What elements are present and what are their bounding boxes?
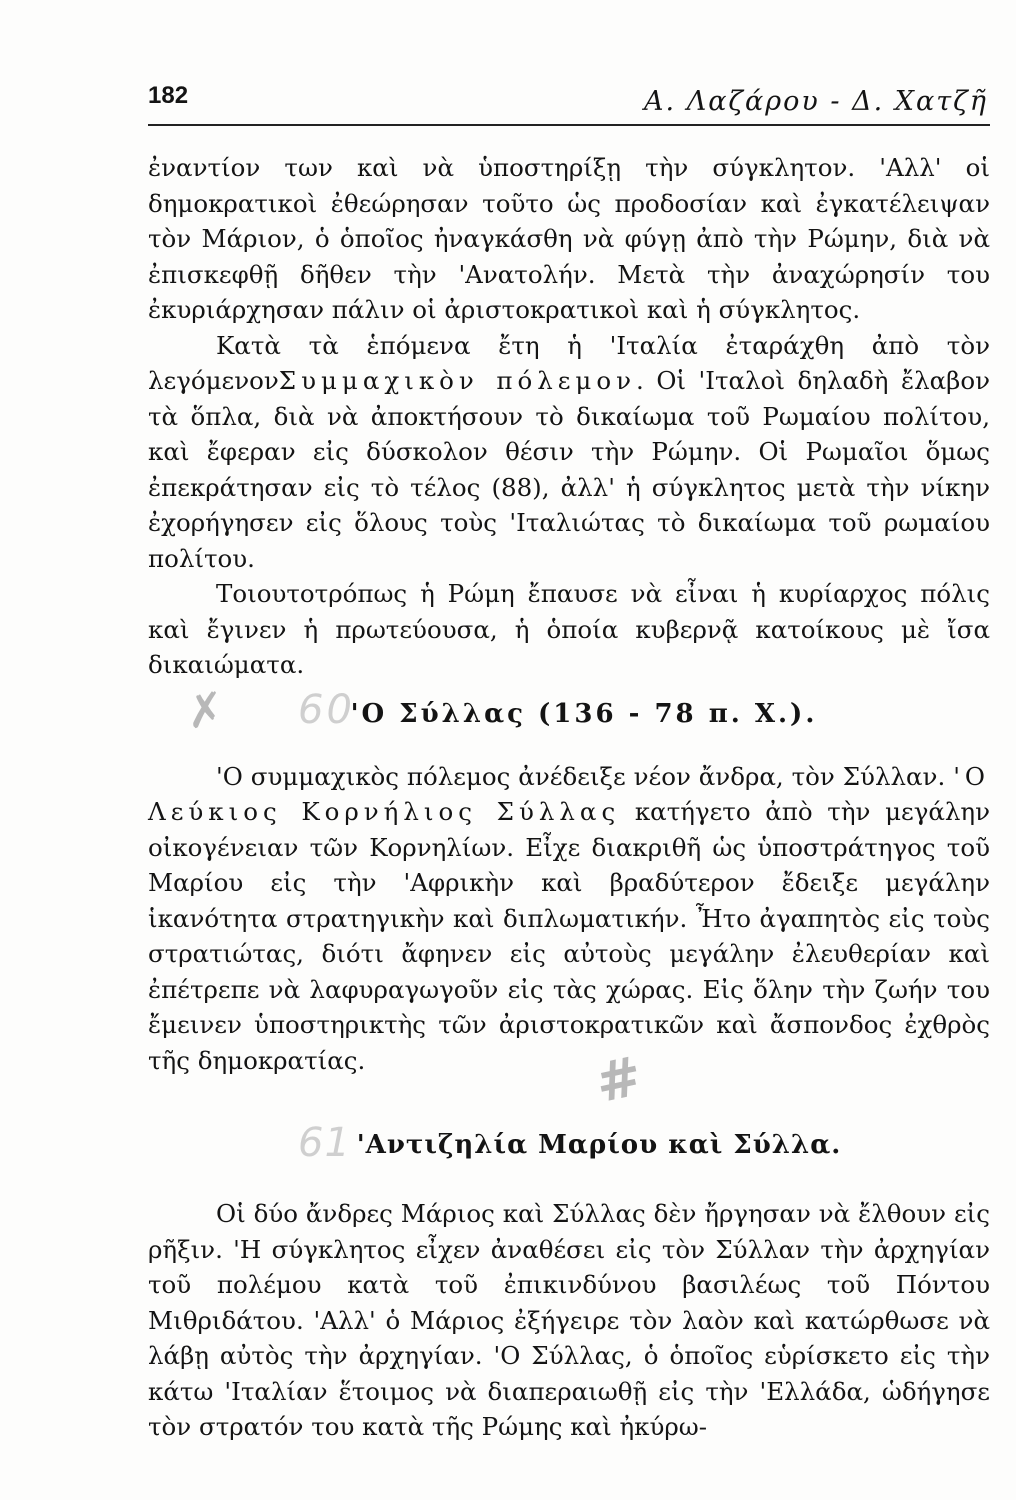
text-run: 'Ο συμμαχικὸς πόλεμος ἀνέδειξε νέον ἄνδρα, τὸν Σύλλαν. <box>216 761 946 791</box>
heading-text: 'Αντιζηλία Μαρίου καὶ Σύλλα. <box>356 1130 842 1160</box>
paragraph: Οἱ δύο ἄνδρες Μάριος καὶ Σύλλας δὲν ἤργησαν νὰ ἔλθουν εἰς ρῆξιν. 'Η σύγκλητος εἶχεν ἀναθέσει εἰς τὸν Σύλλαν τὴν ἀρχηγίαν τοῦ πολέμου κατὰ τοῦ ἐπικινδύνου βασιλέως τοῦ Πόντου Μιθριδάτου. 'Αλλ' ὁ Μάριος ἐξήγειρε τὸν λαὸν καὶ κατώρθωσε νὰ λάβῃ αὐτὸς τὴν ἀρχηγίαν. 'Ο Σύλλας, ὁ ὁποῖος εὑρίσκετο εἰς τὴν κάτω 'Ιταλίαν ἕτοιμος νὰ διαπεραιωθῇ εἰς τὴν 'Ελλάδα, ὡδήγησε τὸν στρατόν του κατὰ τῆς Ρώμης καὶ ἠκύρω- <box>148 1199 990 1441</box>
emphasized-term: 'Ο Λεύκιος Κορνήλιος Σύλλας <box>148 761 991 826</box>
emphasized-term: Συμμαχικὸν πόλεμον <box>278 366 636 395</box>
running-head: Α. Λαζάρου - Δ. Χατζῆ <box>644 86 988 117</box>
paragraph <box>148 759 990 1079</box>
section-heading <box>148 1043 990 1166</box>
page-number: 182 <box>148 82 189 109</box>
paragraph: Τοιουτοτρόπως ἡ Ρώμη ἔπαυσε νὰ εἶναι ἡ κυρίαρχος πόλις καὶ ἔγινεν ἡ πρωτεύουσα, ἡ ὁποία κυβερνᾷ κατοίκους μὲ ἴσα δικαιώματα. <box>148 579 990 679</box>
margin-note: 60 <box>298 686 355 733</box>
heading-text: 'Ο Σύλλας (136 - 78 π. Χ.). <box>350 698 818 729</box>
paragraph: ἐναντίον των καὶ νὰ ὑποστηρίξῃ τὴν σύγκλητον. 'Αλλ' οἱ δημοκρατικοὶ ἐθεώρησαν τοῦτο ὡς προδοσίαν καὶ ἐγκατέλειψαν τὸν Μάριον, ὁ ὁποῖος ἠναγκάσθη νὰ φύγῃ ἀπὸ τὴν Ρώμην, διὰ νὰ ἐπισκεφθῇ δῆθεν τὴν 'Ανατολήν. Μετὰ τὴν ἀναχώρησίν του ἐκυριάρχησαν πάλιν οἱ ἀριστοκρατικοὶ καὶ ἡ σύγκλητος. <box>148 153 990 324</box>
text-run: Κατὰ τὰ ἑπόμενα ἔτη ἡ 'Ιταλία ἐταράχθη ἀπὸ τὸν λεγόμενον <box>148 330 990 395</box>
text-run: κατήγετο ἀπὸ τὴν μεγάλην οἰκογένειαν τῶν Κορνηλίων. Εἶχε διακριθῆ ὡς ὑποστράτηγος τοῦ Μαρίου εἰς τὴν 'Αφρικὴν καὶ βραδύτερον ἔδειξε μεγάλην ἱκανότητα στρατηγικὴν καὶ διπλωματικήν. Ἦτο ἀγαπητὸς εἰς τοὺς στρατιώτας, διότι ἄφηνεν εἰς αὐτοὺς μεγάλην ἐλευθερίαν καὶ ἐπέτρεπε νὰ λαφυραγωγοῦν εἰς τὰς χώρας. Εἰς ὅλην τὴν ζωήν του ἔμεινεν ὑποστηρικτὴς τῶν ἀριστοκρατικῶν καὶ ἄσπονδος ἐχθρὸς τῆς δημοκρατίας. <box>148 797 991 1075</box>
pencil-mark: # <box>589 1043 649 1116</box>
page-header <box>148 82 988 122</box>
body-text <box>148 150 990 1445</box>
margin-note: 61 <box>298 1120 351 1166</box>
text-run: . Οἱ 'Ιταλοὶ δηλαδὴ ἔλαβον τὰ ὅπλα, διὰ νὰ ἀποκτήσουν τὸ δικαίωμα τοῦ Ρωμαίου πολίτου, καὶ ἔφεραν εἰς δύσκολον θέσιν τὴν Ρώμην. Οἱ Ρωμαῖοι ὅμως ἐπεκράτησαν εἰς τὸ τέλος (88), ἀλλ' ἡ σύγκλητος μετὰ τὴν νίκην ἐχορήγησεν εἰς ὅλους τοὺς 'Ιταλιώτας τὸ δικαίωμα τοῦ ρωμαίου πολίτου. <box>148 366 990 573</box>
pencil-mark: ✗ <box>182 679 232 740</box>
paragraph <box>148 328 990 577</box>
header-rule <box>148 124 990 126</box>
section-heading <box>148 679 990 740</box>
